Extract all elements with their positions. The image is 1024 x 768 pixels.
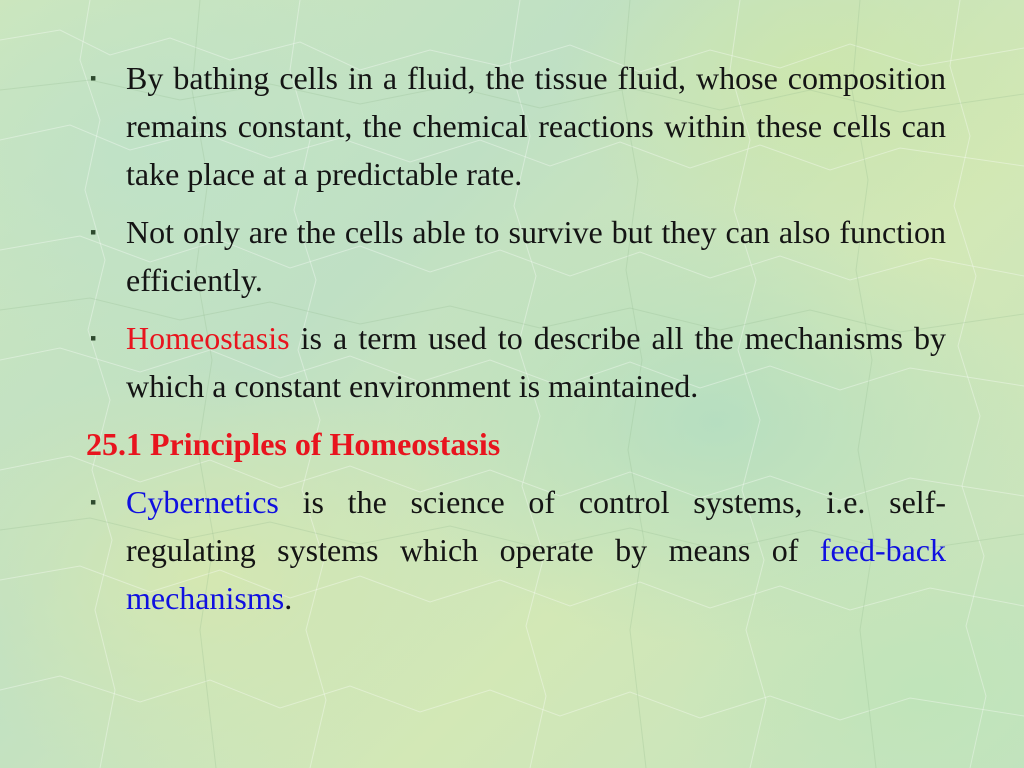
- bullet-text: is the science of control systems, i.e. self-regulating systems which operate by means of: [126, 484, 946, 568]
- bullet-item: [86, 314, 946, 410]
- bullet-item: [86, 478, 946, 622]
- bullet-text: is a term used to describe all the mechanisms by which a constant environment is maintained.: [126, 320, 946, 404]
- bullet-item: [86, 208, 946, 304]
- section-heading: 25.1 Principles of Homeostasis: [86, 426, 501, 462]
- bullet-text: By bathing cells in a fluid, the tissue fluid, whose composition remains constant, the chemical reactions within these cells can take place at a predictable rate.: [126, 60, 946, 192]
- square-bullet-icon: ▪: [90, 328, 97, 348]
- feed-back-mechanisms-term: feed-back mechanisms: [126, 532, 946, 616]
- slide-content: [86, 54, 946, 632]
- square-bullet-icon: ▪: [90, 222, 97, 242]
- bullet-item: [86, 54, 946, 198]
- square-bullet-icon: ▪: [90, 68, 97, 88]
- homeostasis-term: Homeostasis: [126, 320, 290, 356]
- square-bullet-icon: ▪: [90, 492, 97, 512]
- bullet-text: Not only are the cells able to survive but they can also function efficiently.: [126, 214, 946, 298]
- bullet-text-end: .: [284, 580, 293, 616]
- cybernetics-term: Cybernetics: [126, 484, 279, 520]
